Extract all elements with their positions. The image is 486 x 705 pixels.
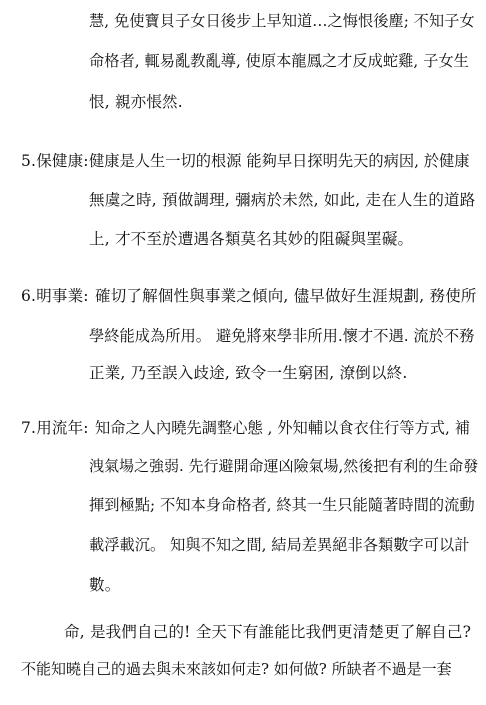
section-5-line-1: 健康是人生一切的根源 能夠早日探明先天的病因, 於健康	[89, 152, 470, 170]
section-7-line-4: 載浮載沉。 知與不知之間, 結局差異絕非各類數字可以計	[89, 536, 470, 554]
section-5-line-2: 無虞之時, 預做調理, 彌病於未然, 如此, 走在人生的道路	[89, 191, 476, 209]
section-6-line-1: 確切了解個性與事業之傾向, 儘早做好生涯規劃, 務使所	[95, 287, 477, 305]
section-6-line-2: 學終能成為所用。 避免將來學非所用.懷才不遇. 流於不務	[89, 327, 475, 345]
section-7-line-5: 數。	[89, 576, 121, 594]
closing-line-1: 命, 是我們自己的! 全天下有誰能比我們更清楚更了解自己?	[64, 623, 472, 641]
section-5-line-3: 上, 才不至於遭遇各類莫名其妙的阻礙與罣礙。	[89, 230, 414, 248]
section-7-heading: 7.用流年:	[21, 419, 89, 437]
section-6-heading: 6.明事業:	[21, 287, 89, 305]
closing-line-2: 不能知曉自己的過去與未來該如何走? 如何做? 所缺者不過是一套	[21, 660, 452, 678]
section-7-line-2: 洩氣場之強弱. 先行避開命運凶險氣場,然後把有利的生命發	[89, 457, 479, 475]
section-5-heading: 5.保健康:	[21, 152, 89, 170]
intro-line-2: 命格者, 輒易亂教亂導, 使原本龍鳳之才反成蛇雞, 子女生	[89, 52, 469, 70]
section-6-line-3: 正業, 乃至誤入歧途, 致令一生窮困, 潦倒以終.	[89, 364, 408, 382]
section-7-line-3: 揮到極點; 不知本身命格者, 終其一生只能隨著時間的流動	[89, 496, 475, 514]
section-7-line-1: 知命之人內曉先調整心態 , 外知輔以食衣住行等方式, 補	[95, 419, 470, 437]
intro-line-1: 慧, 免使寶貝子女日後步上早知道…之悔恨後塵; 不知子女	[89, 12, 475, 30]
intro-line-3: 恨, 親亦悵然.	[89, 93, 183, 111]
